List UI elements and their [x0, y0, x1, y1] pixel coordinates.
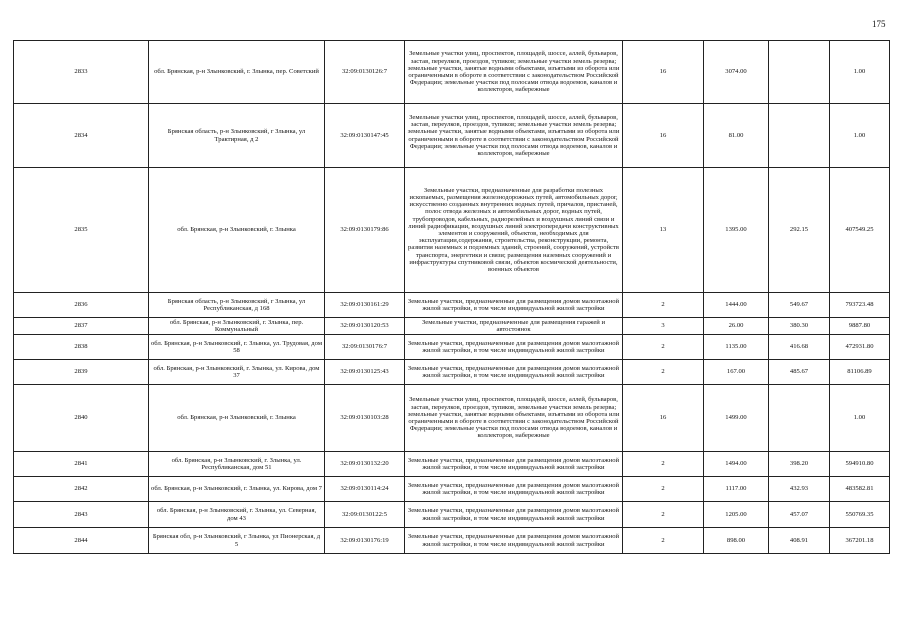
page-number: 175	[872, 19, 886, 29]
upks-cell: 432.93	[769, 477, 830, 502]
cadastral-value-cell: 9887.80	[830, 318, 890, 335]
row-number: 2833	[14, 41, 149, 104]
area-cell: 898.00	[704, 528, 769, 554]
group-code-cell: 2	[623, 528, 704, 554]
area-cell: 26.00	[704, 318, 769, 335]
permitted-use-cell: Земельные участки, предназначенные для размещения домов малоэтажной жилой застройки, в том числе индивидуальной жилой застройки	[405, 528, 623, 554]
land-register-table	[13, 40, 890, 554]
table-row	[14, 293, 890, 318]
cadastral-value-cell: 793723.48	[830, 293, 890, 318]
group-code-cell: 16	[623, 385, 704, 452]
address-cell: Брянская область, р-н Злынковский, г Злынка, ул Республиканская, д 168	[149, 293, 325, 318]
permitted-use-cell: Земельные участки, предназначенные для размещения домов малоэтажной жилой застройки, в том числе индивидуальной жилой застройки	[405, 335, 623, 360]
area-cell: 1444.00	[704, 293, 769, 318]
area-cell: 1135.00	[704, 335, 769, 360]
upks-cell	[769, 41, 830, 104]
group-code-cell: 16	[623, 41, 704, 104]
address-cell: обл. Брянская, р-н Злынковский, г. Злынка, пер. Коммунальный	[149, 318, 325, 335]
upks-cell: 416.68	[769, 335, 830, 360]
table-row	[14, 318, 890, 335]
address-cell: обл. Брянская, р-н Злынковский, г. Злынка, ул. Кирова, дом 7	[149, 477, 325, 502]
group-code-cell: 2	[623, 360, 704, 385]
address-cell: обл. Брянская, р-н Злынковский, г. Злынка, ул. Северная, дом 43	[149, 502, 325, 528]
address-cell: Брянская область, р-н Злынковский, г Злынка, ул Трактирная, д 2	[149, 104, 325, 168]
group-code-cell: 16	[623, 104, 704, 168]
row-number: 2835	[14, 168, 149, 293]
table-row	[14, 168, 890, 293]
table-row	[14, 502, 890, 528]
table-row	[14, 41, 890, 104]
row-number: 2837	[14, 318, 149, 335]
permitted-use-cell: Земельные участки улиц, проспектов, площадей, шоссе, аллей, бульваров, застав, переулков, проездов, тупиков; земельные участки земель резерва; земельные участки, занятые водными объектами, изъятыми из оборота или ограниченными в обороте в соответствии с законодательством Российской Федерации; земельные участки под полосами отвода водоемов, каналов и коллекторов, набережные	[405, 41, 623, 104]
table-row	[14, 528, 890, 554]
group-code-cell: 2	[623, 502, 704, 528]
area-cell: 167.00	[704, 360, 769, 385]
address-cell: Брянская обл, р-н Злынковский, г Злынка, ул Пионерская, д 5	[149, 528, 325, 554]
address-cell: обл. Брянская, р-н Злынковский, г. Злынка, пер. Советский	[149, 41, 325, 104]
group-code-cell: 13	[623, 168, 704, 293]
table-row	[14, 477, 890, 502]
cadastral-number-cell: 32:09:0130125:43	[325, 360, 405, 385]
cadastral-value-cell: 407549.25	[830, 168, 890, 293]
upks-cell: 380.30	[769, 318, 830, 335]
cadastral-value-cell: 483582.81	[830, 477, 890, 502]
permitted-use-cell: Земельные участки, предназначенные для размещения домов малоэтажной жилой застройки, в том числе индивидуальной жилой застройки	[405, 293, 623, 318]
cadastral-value-cell: 367201.18	[830, 528, 890, 554]
area-cell: 1499.00	[704, 385, 769, 452]
cadastral-number-cell: 32:09:0130179:86	[325, 168, 405, 293]
area-cell: 1494.00	[704, 452, 769, 477]
table-row	[14, 385, 890, 452]
upks-cell: 549.67	[769, 293, 830, 318]
permitted-use-cell: Земельные участки, предназначенные для размещения домов малоэтажной жилой застройки, в том числе индивидуальной жилой застройки	[405, 502, 623, 528]
cadastral-number-cell: 32:09:0130103:28	[325, 385, 405, 452]
area-cell: 1395.00	[704, 168, 769, 293]
table-row	[14, 360, 890, 385]
area-cell: 1117.00	[704, 477, 769, 502]
group-code-cell: 2	[623, 293, 704, 318]
cadastral-value-cell: 550769.35	[830, 502, 890, 528]
row-number: 2841	[14, 452, 149, 477]
group-code-cell: 2	[623, 452, 704, 477]
group-code-cell: 3	[623, 318, 704, 335]
permitted-use-cell: Земельные участки улиц, проспектов, площадей, шоссе, аллей, бульваров, застав, переулков, проездов, тупиков; земельные участки земель резерва; земельные участки, занятые водными объектами, изъятыми из оборота или ограниченными в обороте в соответствии с законодательством Российской Федерации; земельные участки под полосами отвода водоемов, каналов и коллекторов, набережные	[405, 104, 623, 168]
group-code-cell: 2	[623, 335, 704, 360]
cadastral-value-cell: 1.00	[830, 385, 890, 452]
permitted-use-cell: Земельные участки, предназначенные для размещения домов малоэтажной жилой застройки, в том числе индивидуальной жилой застройки	[405, 360, 623, 385]
table-row	[14, 452, 890, 477]
upks-cell: 292.15	[769, 168, 830, 293]
upks-cell: 408.91	[769, 528, 830, 554]
cadastral-number-cell: 32:09:0130126:7	[325, 41, 405, 104]
permitted-use-cell: Земельные участки, предназначенные для размещения гаражей и автостоянок	[405, 318, 623, 335]
area-cell: 3074.00	[704, 41, 769, 104]
table-row	[14, 335, 890, 360]
row-number: 2834	[14, 104, 149, 168]
area-cell: 81.00	[704, 104, 769, 168]
register-body	[14, 41, 890, 554]
cadastral-number-cell: 32:09:0130176:7	[325, 335, 405, 360]
address-cell: обл. Брянская, р-н Злынковский, г. Злынка, ул. Кирова, дом 37	[149, 360, 325, 385]
permitted-use-cell: Земельные участки, предназначенные для разработки полезных ископаемых, размещения железнодорожных путей, автомобильных дорог, искусственно созданных внутренних водных путей, причалов, пристаней, полос отвода железных и автомобильных дорог, водных путей, трубопроводов, кабельных, радиорелейных и воздушных линий связи и линий радиофикации, воздушных линий электропередачи конструктивных элементов и сооружений, объектов, необходимых для эксплуатации,содержания, строительства, реконструкции, ремонта, развития наземных и подземных зданий, строений, сооружений, устройств транспорта, энергетики и связи; размещения наземных сооружений и инфраструктуры спутниковой связи, объектов космической деятельности, военных объектов	[405, 168, 623, 293]
area-cell: 1205.00	[704, 502, 769, 528]
upks-cell	[769, 385, 830, 452]
row-number: 2843	[14, 502, 149, 528]
cadastral-number-cell: 32:09:0130132:20	[325, 452, 405, 477]
cadastral-value-cell: 81106.89	[830, 360, 890, 385]
cadastral-number-cell: 32:09:0130161:29	[325, 293, 405, 318]
upks-cell	[769, 104, 830, 168]
cadastral-number-cell: 32:09:0130176:19	[325, 528, 405, 554]
cadastral-value-cell: 594910.80	[830, 452, 890, 477]
cadastral-number-cell: 32:09:0130122:5	[325, 502, 405, 528]
row-number: 2839	[14, 360, 149, 385]
upks-cell: 398.20	[769, 452, 830, 477]
row-number: 2840	[14, 385, 149, 452]
permitted-use-cell: Земельные участки, предназначенные для размещения домов малоэтажной жилой застройки, в том числе индивидуальной жилой застройки	[405, 477, 623, 502]
table-row	[14, 104, 890, 168]
cadastral-number-cell: 32:09:0130114:24	[325, 477, 405, 502]
address-cell: обл. Брянская, р-н Злынковский, г. Злынка, ул. Трудовая, дом 58	[149, 335, 325, 360]
upks-cell: 457.07	[769, 502, 830, 528]
row-number: 2838	[14, 335, 149, 360]
cadastral-value-cell: 1.00	[830, 41, 890, 104]
address-cell: обл. Брянская, р-н Злынковский, г. Злынка	[149, 385, 325, 452]
cadastral-number-cell: 32:09:0130120:53	[325, 318, 405, 335]
group-code-cell: 2	[623, 477, 704, 502]
row-number: 2836	[14, 293, 149, 318]
cadastral-number-cell: 32:09:0130147:45	[325, 104, 405, 168]
address-cell: обл. Брянская, р-н Злынковский, г. Злынка	[149, 168, 325, 293]
address-cell: обл. Брянская, р-н Злынковский, г. Злынка, ул. Республиканская, дом 51	[149, 452, 325, 477]
row-number: 2842	[14, 477, 149, 502]
cadastral-value-cell: 1.00	[830, 104, 890, 168]
permitted-use-cell: Земельные участки, предназначенные для размещения домов малоэтажной жилой застройки, в том числе индивидуальной жилой застройки	[405, 452, 623, 477]
upks-cell: 485.67	[769, 360, 830, 385]
row-number: 2844	[14, 528, 149, 554]
cadastral-value-cell: 472931.80	[830, 335, 890, 360]
permitted-use-cell: Земельные участки улиц, проспектов, площадей, шоссе, аллей, бульваров, застав, переулков, проездов, тупиков, земельные участки земель резерва; земельные участки, занятые водными объектами, изъятыми из оборота или ограниченными в обороте в соответствии с законодательством Российской Федерации; земельные участки под полосами отвода водоемов, каналов и коллекторов, набережные	[405, 385, 623, 452]
